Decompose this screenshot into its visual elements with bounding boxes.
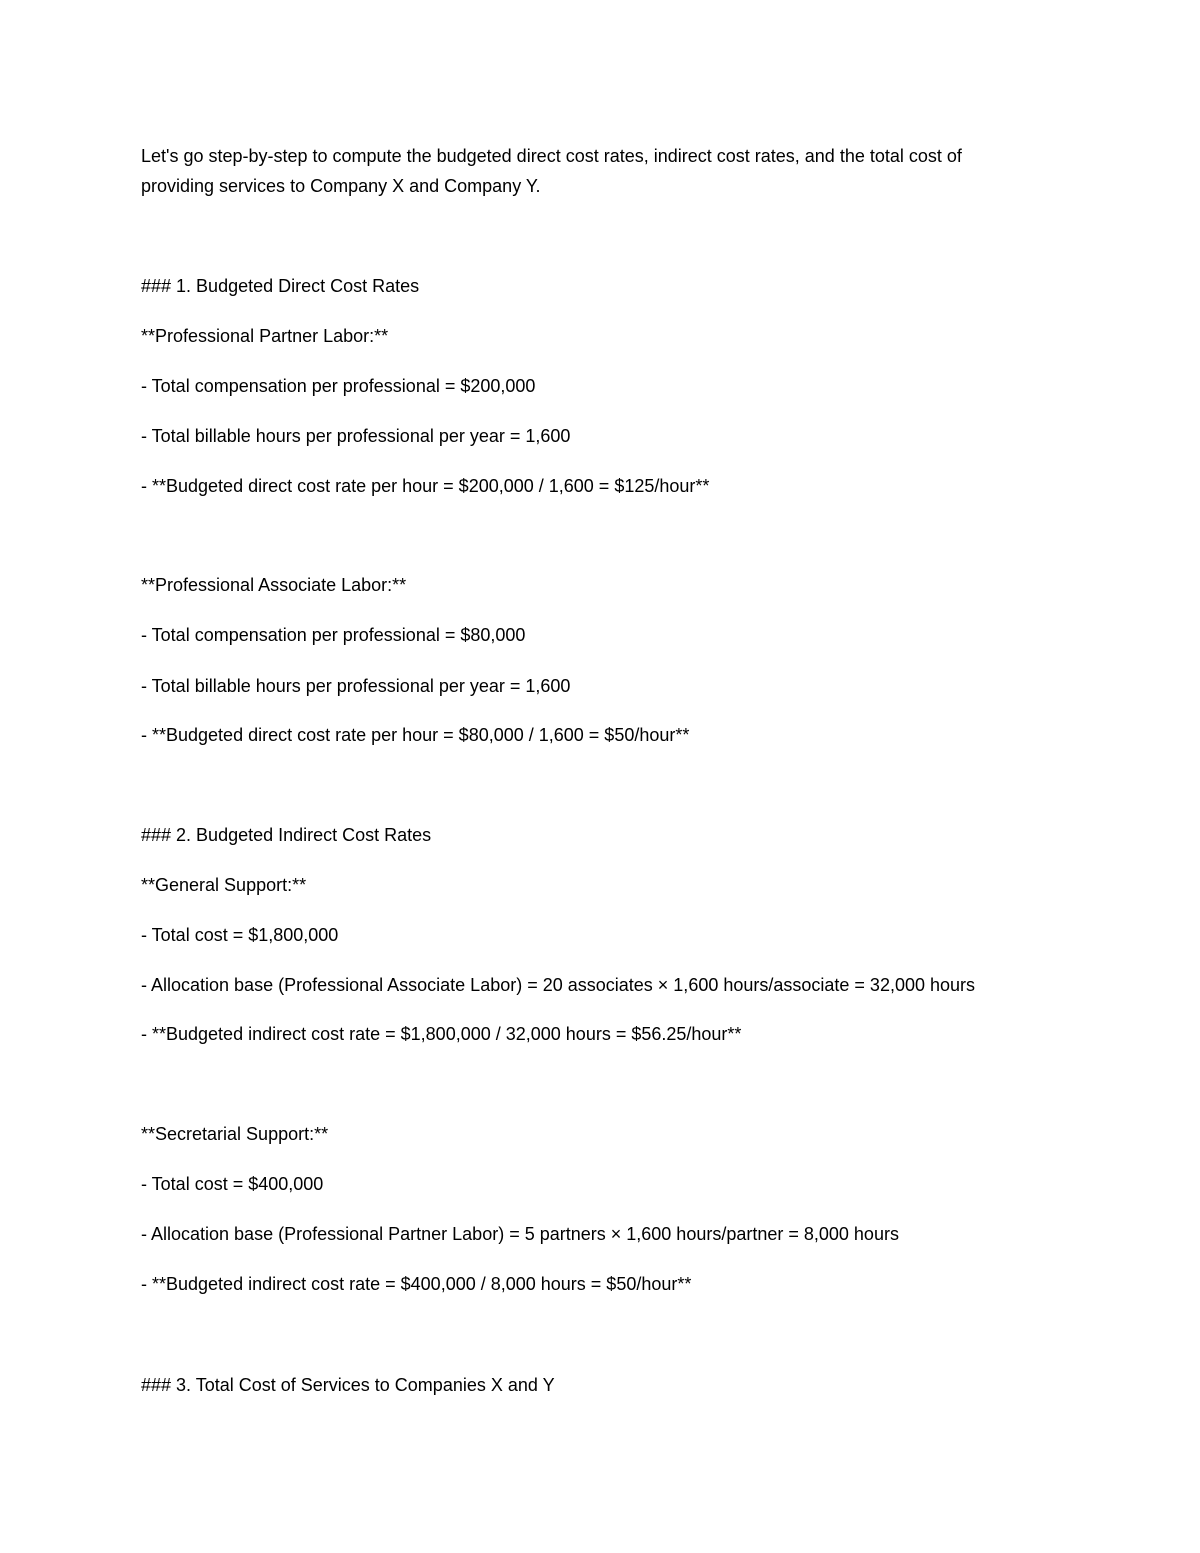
partner-rate: - **Budgeted direct cost rate per hour = $200,000 / 1,600 = $125/hour** <box>141 476 710 496</box>
section-1-heading: ### 1. Budgeted Direct Cost Rates <box>141 276 420 296</box>
general-support-base: - Allocation base (Professional Associate Labor) = 20 associates × 1,600 hours/associate = 32,000 hours <box>141 975 976 995</box>
intro-line-2: providing services to Company X and Company Y. <box>141 176 541 196</box>
associate-labor-title: **Professional Associate Labor:** <box>141 575 407 595</box>
secretarial-support-title: **Secretarial Support:** <box>141 1124 329 1144</box>
section-2-heading: ### 2. Budgeted Indirect Cost Rates <box>141 825 432 845</box>
partner-labor-title: **Professional Partner Labor:** <box>141 326 389 346</box>
secretarial-support-total: - Total cost = $400,000 <box>141 1174 324 1194</box>
secretarial-support-base: - Allocation base (Professional Partner Labor) = 5 partners × 1,600 hours/partner = 8,000 hours <box>141 1224 899 1244</box>
partner-hours: - Total billable hours per professional per year = 1,600 <box>141 426 571 446</box>
intro-line-1: Let's go step-by-step to compute the budgeted direct cost rates, indirect cost rates, and the total cost of <box>141 146 962 166</box>
partner-compensation: - Total compensation per professional = $200,000 <box>141 376 536 396</box>
general-support-total: - Total cost = $1,800,000 <box>141 925 339 945</box>
section-3-heading: ### 3. Total Cost of Services to Companies X and Y <box>141 1375 555 1395</box>
secretarial-support-rate: - **Budgeted indirect cost rate = $400,000 / 8,000 hours = $50/hour** <box>141 1274 692 1294</box>
associate-rate: - **Budgeted direct cost rate per hour = $80,000 / 1,600 = $50/hour** <box>141 725 690 745</box>
general-support-rate: - **Budgeted indirect cost rate = $1,800,000 / 32,000 hours = $56.25/hour** <box>141 1024 742 1044</box>
general-support-title: **General Support:** <box>141 875 307 895</box>
associate-hours: - Total billable hours per professional per year = 1,600 <box>141 676 571 696</box>
associate-compensation: - Total compensation per professional = $80,000 <box>141 625 526 645</box>
